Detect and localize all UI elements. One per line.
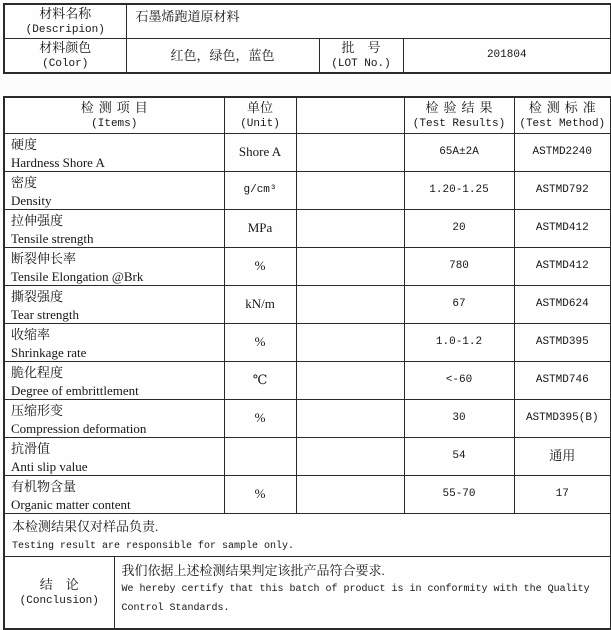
material-name-label-zh: 材料名称: [39, 6, 92, 21]
result-cell: 20: [404, 209, 514, 247]
item-name-en: Shrinkage rate: [11, 344, 87, 360]
empty-cell: [296, 133, 404, 171]
method-cell: 17: [514, 475, 611, 513]
unit-cell: %: [224, 475, 296, 513]
table-row-shrinkage: [4, 323, 611, 361]
method-cell: ASTMD746: [514, 361, 611, 399]
material-name-label-cell: [4, 4, 126, 39]
material-color-label-zh: 材料颜色: [39, 40, 92, 55]
lot-label-cell: [319, 39, 403, 74]
item-name-en: Compression deformation: [11, 420, 147, 436]
header-unit-en: (Unit): [240, 117, 280, 130]
table-row-elongation: [4, 247, 611, 285]
disclaimer-row: [4, 513, 611, 556]
empty-cell: [296, 399, 404, 437]
item-cell: [4, 209, 224, 247]
conclusion-row: [4, 556, 611, 629]
item-name-en: Anti slip value: [11, 458, 88, 474]
header-unit-zh: 单位: [247, 99, 274, 115]
method-cell: ASTMD792: [514, 171, 611, 209]
item-cell: [4, 323, 224, 361]
conclusion-label-zh: 结 论: [39, 576, 79, 592]
lot-label-zh: 批 号: [341, 40, 381, 55]
result-cell: 67: [404, 285, 514, 323]
item-name-zh: 断裂伸长率: [11, 250, 77, 266]
disclaimer-zh: 本检测结果仅对样品负责.: [12, 518, 159, 534]
header-results-en: (Test Results): [412, 117, 506, 130]
method-cell: ASTMD624: [514, 285, 611, 323]
table-row-hardness: [4, 133, 611, 171]
empty-cell: [296, 285, 404, 323]
table-row-tensile-strength: [4, 209, 611, 247]
unit-cell: ℃: [224, 361, 296, 399]
empty-cell: [296, 323, 404, 361]
item-cell: [4, 247, 224, 285]
material-color-label-cell: [4, 39, 126, 74]
conclusion-text-zh: 我们依据上述检测结果判定该批产品符合要求.: [121, 562, 385, 578]
method-cell: ASTMD395(B): [514, 399, 611, 437]
method-cell: ASTMD2240: [514, 133, 611, 171]
unit-cell: kN/m: [224, 285, 296, 323]
material-name-label-en: (Descripion): [25, 24, 105, 36]
unit-cell: [224, 437, 296, 475]
empty-cell: [296, 475, 404, 513]
item-name-zh: 密度: [11, 174, 38, 190]
item-name-en: Tear strength: [11, 306, 80, 322]
item-name-zh: 拉伸强度: [11, 212, 64, 228]
disclaimer-cell: [4, 513, 611, 556]
result-cell: <-60: [404, 361, 514, 399]
empty-cell: [296, 361, 404, 399]
table-row-embrittlement: [4, 361, 611, 399]
item-name-zh: 硬度: [11, 136, 38, 152]
empty-cell: [296, 247, 404, 285]
header-method-cell: [514, 97, 611, 133]
item-name-zh: 有机物含量: [11, 478, 77, 494]
material-info-table: [3, 3, 611, 74]
result-cell: 65A±2A: [404, 133, 514, 171]
item-cell: [4, 437, 224, 475]
item-cell: [4, 475, 224, 513]
item-name-zh: 抗滑值: [11, 440, 51, 456]
header-items-en: (Items): [91, 117, 138, 130]
item-name-en: Density: [11, 192, 52, 208]
conclusion-label-cell: [4, 556, 114, 629]
lot-label-en: (LOT No.): [331, 58, 391, 70]
header-results-zh: 检验结果: [425, 99, 498, 115]
method-cell: ASTMD395: [514, 323, 611, 361]
item-cell: [4, 133, 224, 171]
method-cell: ASTMD412: [514, 247, 611, 285]
item-name-en: Hardness Shore A: [11, 154, 105, 170]
unit-cell: MPa: [224, 209, 296, 247]
conclusion-label-en: (Conclusion): [19, 594, 99, 607]
item-cell: [4, 171, 224, 209]
unit-cell: Shore A: [224, 133, 296, 171]
header-unit-cell: [224, 97, 296, 133]
disclaimer-en: Testing result are responsible for sample only.: [12, 540, 295, 552]
material-name-value-cell: [126, 4, 611, 39]
material-name-row: [4, 4, 611, 39]
result-cell: 54: [404, 437, 514, 475]
conclusion-text-cell: [114, 556, 611, 629]
unit-cell: %: [224, 323, 296, 361]
table-row-compression: [4, 399, 611, 437]
item-name-zh: 脆化程度: [11, 364, 64, 380]
header-method-en: (Test Method): [519, 117, 606, 130]
empty-cell: [296, 171, 404, 209]
empty-cell: [296, 209, 404, 247]
test-results-table: [3, 96, 611, 630]
result-cell: 780: [404, 247, 514, 285]
empty-cell: [296, 437, 404, 475]
table-header-row: [4, 97, 611, 133]
header-method-zh: 检测标准: [528, 99, 601, 115]
item-name-zh: 收缩率: [11, 326, 51, 342]
material-color-value-cell: [126, 39, 319, 74]
table-row-anti-slip: [4, 437, 611, 475]
material-name-value: 石墨烯跑道原材料: [135, 9, 240, 24]
item-cell: [4, 361, 224, 399]
unit-cell: g/cm³: [224, 171, 296, 209]
result-cell: 1.20-1.25: [404, 171, 514, 209]
conclusion-text-en: We hereby certify that this batch of product is in conformity with the Quality Control Standards.: [121, 583, 590, 614]
item-name-en: Organic matter content: [11, 496, 131, 512]
header-items-zh: 检测项目: [80, 99, 153, 115]
unit-cell: %: [224, 247, 296, 285]
item-name-en: Degree of embrittlement: [11, 382, 139, 398]
lot-value: 201804: [486, 49, 527, 61]
table-row-tear-strength: [4, 285, 611, 323]
result-cell: 55-70: [404, 475, 514, 513]
unit-cell: %: [224, 399, 296, 437]
method-cell: ASTMD412: [514, 209, 611, 247]
material-color-row: [4, 39, 611, 74]
material-color-label-en: (Color): [42, 58, 89, 70]
header-items-cell: [4, 97, 224, 133]
item-name-en: Tensile strength: [11, 230, 94, 246]
result-cell: 30: [404, 399, 514, 437]
item-name-zh: 撕裂强度: [11, 288, 64, 304]
method-cell: 通用: [514, 437, 611, 475]
item-cell: [4, 399, 224, 437]
header-empty-cell: [296, 97, 404, 133]
lot-value-cell: [403, 39, 611, 74]
header-results-cell: [404, 97, 514, 133]
table-row-organic-content: [4, 475, 611, 513]
item-cell: [4, 285, 224, 323]
result-cell: 1.0-1.2: [404, 323, 514, 361]
item-name-zh: 压缩形变: [11, 402, 64, 418]
item-name-en: Tensile Elongation @Brk: [11, 268, 144, 284]
table-row-density: [4, 171, 611, 209]
material-color-value: 红色，绿色，蓝色: [170, 47, 275, 63]
